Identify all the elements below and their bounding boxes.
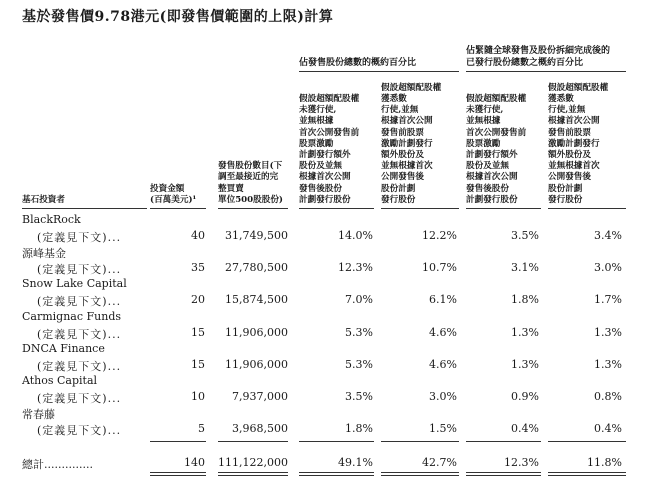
header-rule — [299, 208, 374, 209]
column-header-line: 並無根據首次 — [381, 161, 433, 172]
total-amount: 140 — [184, 456, 205, 469]
cell-p2: 3.0% — [429, 390, 457, 403]
column-header-line: 公開發售後 — [548, 172, 591, 183]
investor-name: BlackRock — [22, 213, 81, 226]
column-header-line: 行使,並無 — [381, 105, 419, 116]
cell-shares: 3,968,500 — [232, 422, 288, 436]
investor-name: 常春藤 — [22, 408, 55, 422]
column-header-line: 並無根據 — [466, 116, 501, 127]
column-header-line: 根據首次公開 — [466, 172, 518, 183]
header-rule — [548, 208, 626, 209]
total-double-rule — [466, 472, 541, 476]
group-header-rule — [299, 71, 459, 72]
cell-p2: 6.1% — [429, 293, 457, 307]
cell-p2: 12.2% — [422, 229, 457, 242]
column-header-line: 發行股份 — [381, 194, 416, 205]
column-header-line: 發售股份數目(下 — [218, 161, 283, 172]
column-header-line: 根據首次公開 — [381, 116, 433, 127]
column-header-line: 假設超額配股權 — [466, 94, 527, 104]
column-header-line: 並無根據首次 — [548, 161, 600, 172]
header-rule — [218, 208, 288, 209]
column-header-line: 假設超額配股權 — [299, 94, 360, 104]
cell-amount: 5 — [198, 422, 205, 436]
cell-p4: 1.3% — [594, 357, 622, 371]
cell-p3: 1.3% — [511, 357, 539, 371]
column-header-line: 股份及並無 — [466, 161, 509, 172]
cell-p4: 0.4% — [594, 422, 622, 436]
group-header-offer-shares: 佔發售股份總數的概約百分比 — [299, 58, 417, 68]
page-title: 基於發售價9.78港元(即發售價範圍的上限)計算 — [22, 9, 334, 25]
cell-shares: 27,780,500 — [225, 261, 288, 275]
group-header-enlarged-line2: 已發行股份總數之概約百分比 — [466, 58, 584, 68]
cell-p3: 0.9% — [511, 390, 539, 403]
total-p4: 11.8% — [587, 456, 622, 469]
cell-p1: 5.3% — [345, 325, 373, 339]
column-header-line: 股份及並無 — [299, 161, 342, 172]
column-header-line: 激勵計劃發行 — [548, 138, 600, 149]
subtotal-rule — [548, 441, 626, 442]
cell-p1: 5.3% — [345, 357, 373, 371]
column-header-line: 額外股份及 — [381, 150, 424, 160]
column-header-line: 整買賣 — [218, 183, 244, 194]
header-rule — [150, 208, 206, 209]
cell-amount: 35 — [191, 261, 205, 275]
cell-amount: 20 — [191, 293, 205, 307]
column-header-line: 獲悉數 — [548, 94, 574, 104]
cell-p3: 1.3% — [511, 325, 539, 339]
column-header-line: 股票激勵 — [466, 138, 501, 149]
total-double-rule — [150, 472, 206, 476]
cell-shares: 11,906,000 — [225, 357, 288, 371]
subtotal-rule — [218, 441, 288, 442]
column-header-line: 獲悉數 — [381, 94, 407, 104]
column-header-line: 行使,並無 — [548, 105, 586, 116]
cell-p4: 3.0% — [594, 261, 622, 275]
investor-name: 源峰基金 — [22, 247, 66, 261]
cell-p4: 1.7% — [594, 293, 622, 307]
investor-note: (定義見下文)... — [37, 231, 122, 244]
column-header-line: 發售前股票 — [381, 127, 424, 138]
column-header-line: 根據首次公開 — [299, 172, 351, 183]
total-p1: 49.1% — [338, 456, 373, 469]
cell-p2: 4.6% — [429, 357, 457, 371]
column-header-line: 未獲行使, — [466, 105, 504, 116]
subtotal-rule — [299, 441, 374, 442]
cell-p1: 14.0% — [338, 229, 373, 242]
column-header-line: 計劃發行股份 — [466, 194, 518, 205]
investor-note: (定義見下文)... — [37, 295, 122, 309]
investor-note: (定義見下文)... — [37, 392, 122, 405]
subtotal-rule — [466, 441, 541, 442]
total-double-rule — [548, 472, 626, 476]
total-double-rule — [299, 472, 374, 476]
column-header-line: (百萬美元)¹ — [150, 194, 197, 205]
cell-p1: 12.3% — [338, 261, 373, 275]
group-header-enlarged-line1: 佔緊隨全球發售及股份拆細完成後的 — [466, 46, 611, 56]
cell-p2: 1.5% — [429, 422, 457, 436]
investor-name: Snow Lake Capital — [22, 277, 127, 291]
column-header-line: 額外股份及 — [548, 150, 591, 160]
cell-p1: 3.5% — [345, 390, 373, 403]
investor-name: DNCA Finance — [22, 341, 105, 355]
cell-p3: 3.1% — [511, 261, 539, 275]
column-header-line: 計劃發行股份 — [299, 194, 351, 205]
column-header-line: 激勵計劃發行 — [381, 138, 433, 149]
column-header-line: 單位500股股份) — [218, 194, 283, 205]
investor-note: (定義見下文)... — [37, 424, 122, 438]
column-header-line: 發售前股票 — [548, 127, 591, 138]
column-header-line: 假設超額配股權 — [381, 82, 442, 93]
column-header-line: 發售後股份 — [466, 183, 509, 194]
total-shares: 111,122,000 — [218, 456, 288, 469]
column-header-line: 股份計劃 — [381, 183, 416, 194]
cell-shares: 15,874,500 — [225, 293, 288, 307]
column-header-line: 股票激勵 — [299, 138, 334, 149]
subtotal-rule — [150, 441, 206, 442]
column-header-line: 計劃發行額外 — [466, 150, 518, 160]
total-label: 總計.............. — [22, 458, 93, 471]
cell-p1: 1.8% — [345, 422, 373, 436]
column-header-line: 未獲行使, — [299, 105, 337, 116]
column-header-line: 假設超額配股權 — [548, 82, 609, 93]
cell-amount: 40 — [191, 229, 205, 242]
column-header-line: 基石投資者 — [22, 194, 65, 205]
subtotal-rule — [381, 441, 459, 442]
group-header-rule — [466, 71, 626, 72]
header-rule — [466, 208, 541, 209]
column-header-line: 發售後股份 — [299, 183, 342, 194]
column-header-line: 首次公開發售前 — [466, 127, 527, 138]
cell-p3: 3.5% — [511, 229, 539, 242]
total-p3: 12.3% — [504, 456, 539, 469]
investor-note: (定義見下文)... — [37, 263, 122, 277]
header-rule — [22, 208, 147, 209]
cell-p2: 10.7% — [422, 261, 457, 275]
cell-p1: 7.0% — [345, 293, 373, 307]
cell-p3: 0.4% — [511, 422, 539, 436]
cell-amount: 10 — [191, 390, 205, 403]
column-header-line: 並無根據 — [299, 116, 334, 127]
column-header-line: 股份計劃 — [548, 183, 583, 194]
cell-amount: 15 — [191, 325, 205, 339]
column-header-line: 投資金額 — [150, 183, 185, 194]
cell-p3: 1.8% — [511, 293, 539, 307]
cell-p2: 4.6% — [429, 325, 457, 339]
column-header-line: 調至最接近的完 — [218, 172, 279, 183]
cell-p4: 3.4% — [594, 229, 622, 242]
total-double-rule — [218, 472, 288, 476]
cell-p4: 0.8% — [594, 390, 622, 403]
column-header-line: 首次公開發售前 — [299, 127, 360, 138]
investor-note: (定義見下文)... — [37, 327, 122, 341]
cell-shares: 7,937,000 — [232, 390, 288, 403]
cell-shares: 11,906,000 — [225, 325, 288, 339]
total-double-rule — [381, 472, 459, 476]
column-header-line: 計劃發行額外 — [299, 150, 351, 160]
column-header-line: 發行股份 — [548, 194, 583, 205]
investor-note: (定義見下文)... — [37, 359, 122, 373]
cell-amount: 15 — [191, 357, 205, 371]
total-p2: 42.7% — [422, 456, 457, 469]
column-header-line: 根據首次公開 — [548, 116, 600, 127]
cell-p4: 1.3% — [594, 325, 622, 339]
cell-shares: 31,749,500 — [225, 229, 288, 242]
header-rule — [381, 208, 459, 209]
investor-name: Carmignac Funds — [22, 309, 122, 323]
investor-name: Athos Capital — [22, 374, 98, 387]
column-header-line: 公開發售後 — [381, 172, 424, 183]
